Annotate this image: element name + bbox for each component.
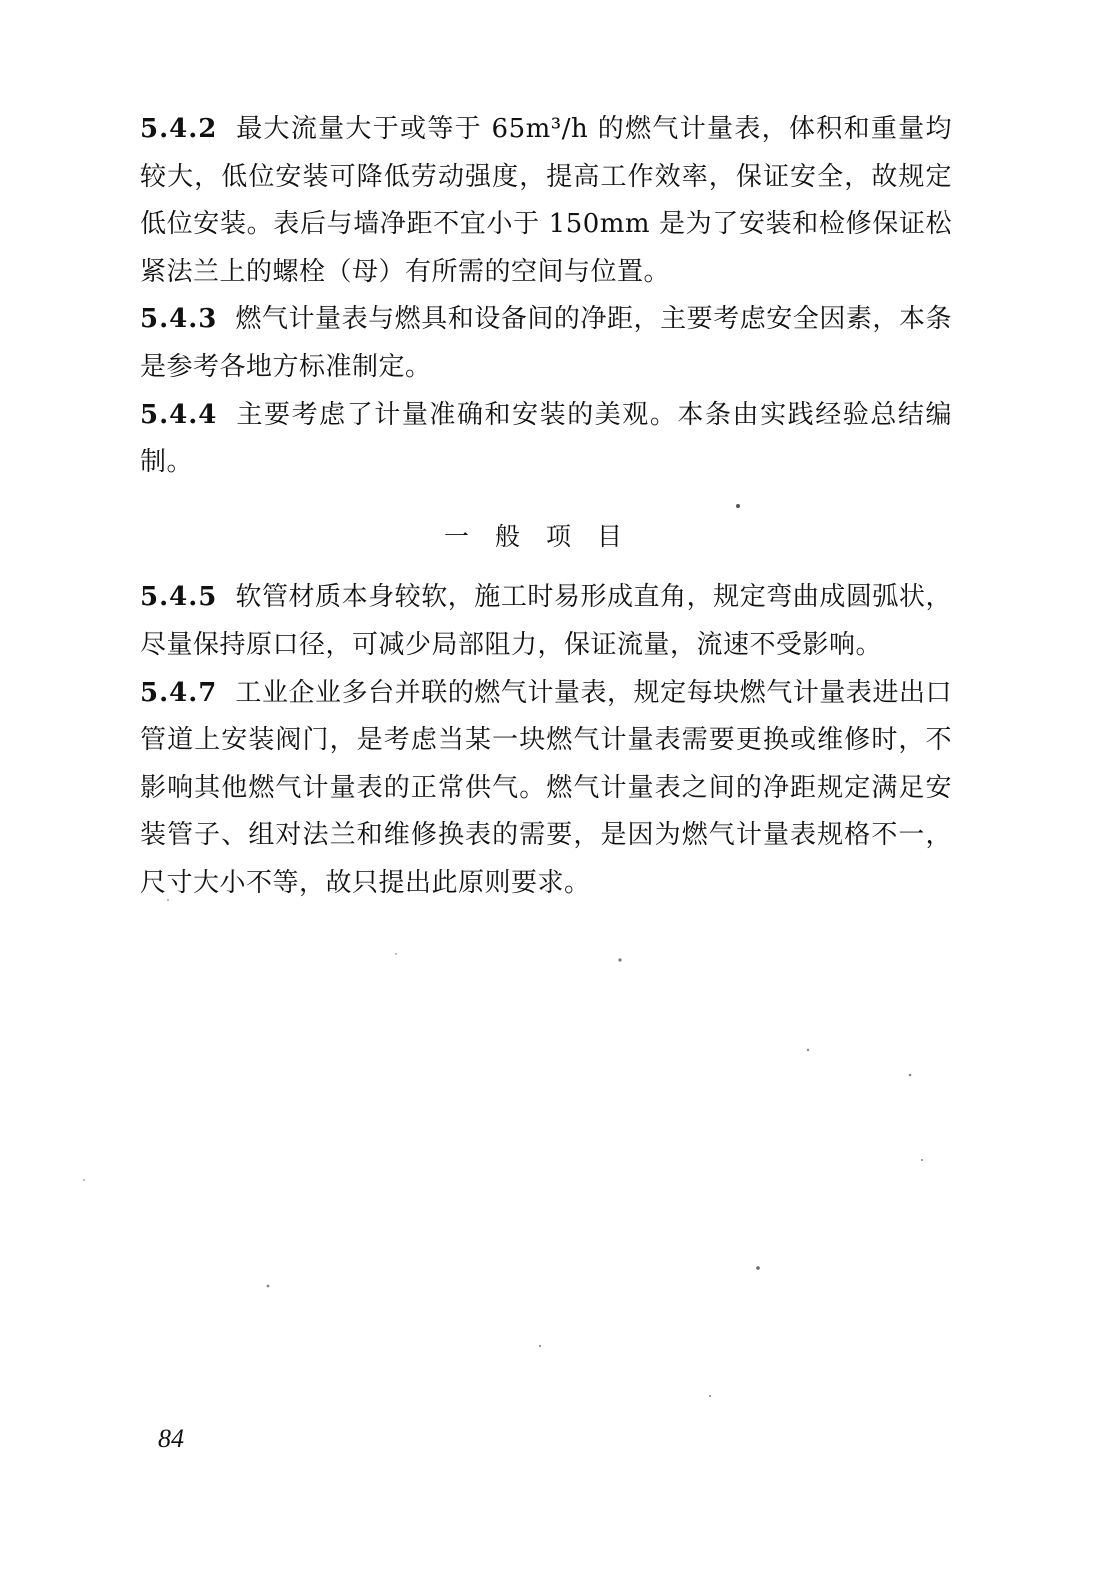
clause-text: 最大流量大于或等于 65m³/h 的燃气计量表，体积和重量均较大，低位安装可降低劳动强度，提高工作效率，保证安全，故规定低位安装。表后与墙净距不宜小于 150mm 是为了安装和检修保证松紧法兰上的螺栓（母）有所需的空间与位置。 xyxy=(140,114,952,287)
clause-text: 工业企业多台并联的燃气计量表，规定每块燃气计量表进出口管道上安装阀门，是考虑当某一块燃气计量表需要更换或维修时，不影响其他燃气计量表的正常供气。燃气计量表之间的净距规定满足安装管子、组对法兰和维修换表的需要，是因为燃气计量表规格不一，尺寸大小不等，故只提出此原则要求。 xyxy=(140,677,952,898)
clause-text: 燃气计量表与燃具和设备间的净距，主要考虑安全因素，本条是参考各地方标准制定。 xyxy=(140,304,952,382)
clause-number: 5.4.7 xyxy=(140,677,218,708)
clause-number: 5.4.5 xyxy=(140,582,218,613)
section-title: 一般项目 xyxy=(443,521,648,551)
clause-number: 5.4.3 xyxy=(140,304,218,335)
page-number: 84 xyxy=(158,1424,184,1453)
clause-text: 主要考虑了计量准确和安装的美观。本条由实践经验总结编制。 xyxy=(140,399,952,478)
clause-text: 软管材质本身较软，施工时易形成直角，规定弯曲成圆弧状，尽量保持原口径，可减少局部阻力，保证流量，流速不受影响。 xyxy=(140,582,952,660)
clause-number: 5.4.4 xyxy=(140,399,218,430)
clause-number: 5.4.2 xyxy=(140,114,218,144)
